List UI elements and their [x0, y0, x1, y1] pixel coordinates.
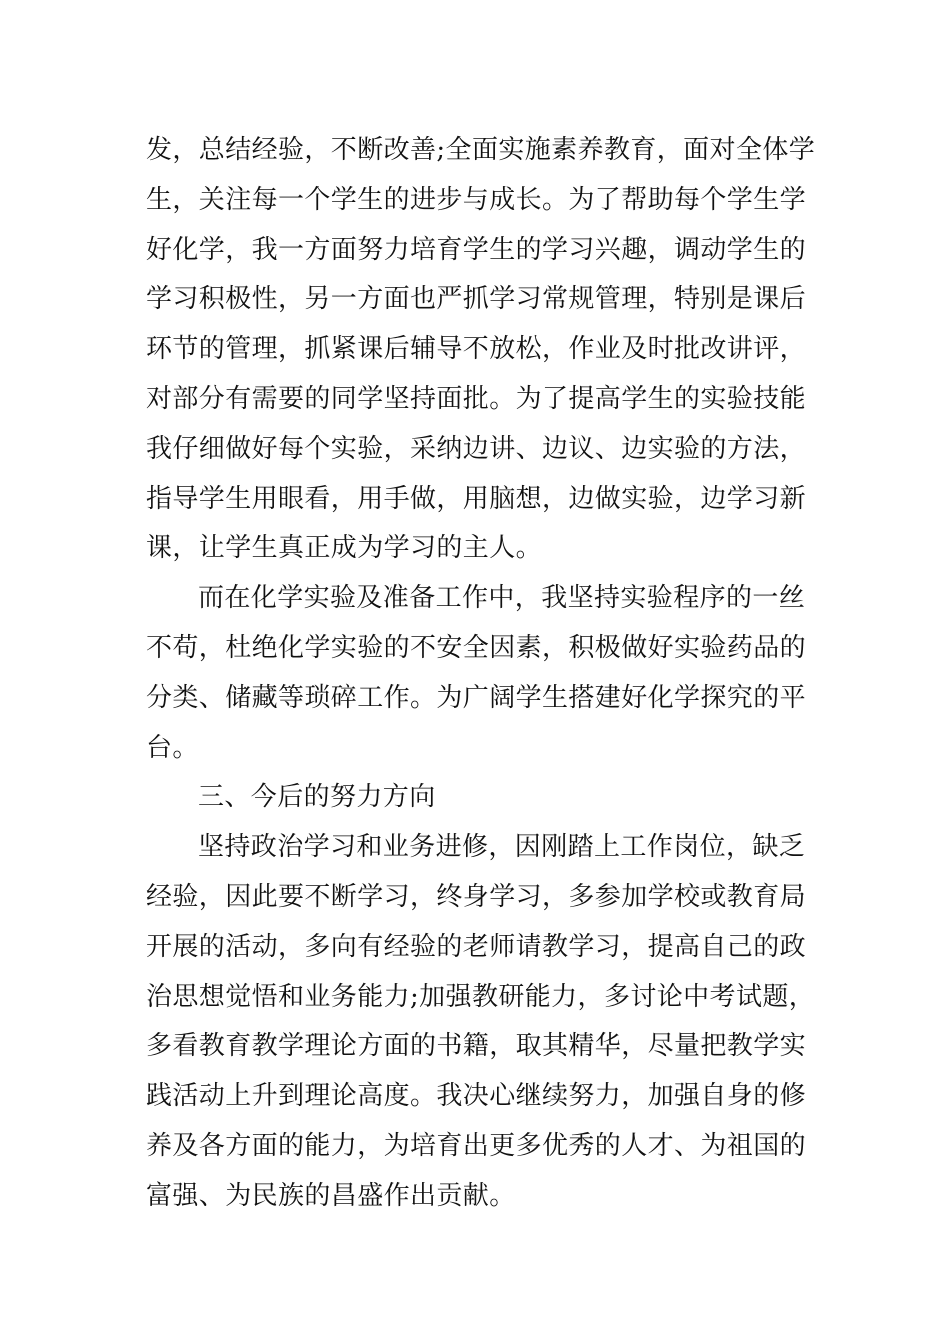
text-line: 对部分有需要的同学坚持面批。为了提高学生的实验技能 [146, 383, 807, 414]
text-line: 生，关注每一个学生的进步与成长。为了帮助每个学生学 [146, 184, 807, 215]
text-line: 指导学生用眼看，用手做，用脑想，边做实验，边学习新 [146, 483, 807, 514]
text-line: 发，总结经验，不断改善;全面实施素养教育，面对全体学 [146, 135, 816, 165]
document-body [146, 126, 816, 1222]
text-line: 开展的活动，多向有经验的老师请教学习，提高自己的政 [146, 931, 807, 962]
paragraph-first-line: 坚持政治学习和业务进修，因刚踏上工作岗位，缺乏 [198, 832, 806, 863]
text-line: 富强、为民族的昌盛作出贡献。 [146, 1180, 516, 1211]
paragraph-first-line: 而在化学实验及准备工作中，我坚持实验程序的一丝 [198, 583, 806, 614]
text-line: 环节的管理，抓紧课后辅导不放松，作业及时批改讲评， [146, 334, 807, 365]
text-line: 治思想觉悟和业务能力;加强教研能力，多讨论中考试题， [146, 981, 816, 1012]
text-line: 台。 [146, 732, 199, 763]
text-line: 学习积极性，另一方面也严抓学习常规管理，特别是课后 [146, 284, 807, 315]
text-line: 不苟，杜绝化学实验的不安全因素，积极做好实验药品的 [146, 632, 807, 663]
text-line: 养及各方面的能力，为培育出更多优秀的人才、为祖国的 [146, 1130, 807, 1161]
text-line: 课，让学生真正成为学习的主人。 [146, 533, 543, 564]
text-line: 分类、储藏等琐碎工作。为广阔学生搭建好化学探究的平 [146, 682, 807, 713]
paragraph-first-line: 三、今后的努力方向 [198, 782, 436, 813]
text-line: 好化学，我一方面努力培育学生的学习兴趣，调动学生的 [146, 234, 807, 265]
text-line: 我仔细做好每个实验，采纳边讲、边议、边实验的方法， [146, 433, 807, 464]
text-line: 多看教育教学理论方面的书籍，取其精华，尽量把教学实 [146, 1031, 807, 1062]
text-line: 践活动上升到理论高度。我决心继续努力，加强自身的修 [146, 1081, 807, 1112]
text-line: 经验，因此要不断学习，终身学习，多参加学校或教育局 [146, 881, 807, 912]
